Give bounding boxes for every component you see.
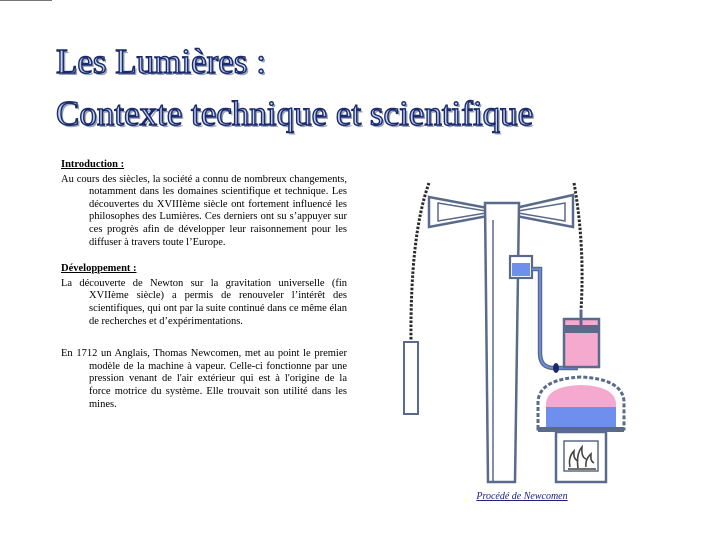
steam-cylinder [564,310,599,367]
valve-icon [553,363,559,373]
right-chain [574,183,582,310]
introduction-paragraph: Au cours des siècles, la société a connu de nombreux changements, notamment dans les domaines scientifique et technique. Les découvertes du XVIIIème siècle ont fortement influencé les philosophes des Lumières. Ces derniers ont su s’appuyer sur ces progrès afin de développer leur raisonnement pour les diffuser à travers toute l’Europe. [61,173,347,248]
slide-body-text [61,159,347,421]
furnace [556,432,606,482]
pivot-tower [485,203,519,482]
figure-caption: Procédé de Newcomen [476,491,568,502]
developpement-paragraph-newton: La découverte de Newton sur la gravitation universelle (fin XVIIème siècle) a permis de renouveler l’intérêt des scientifiques, qui ont par la suite continué dans ce même élan de recherches et d’expérimentations. [61,277,347,327]
boiler [538,377,624,432]
water-tank [510,256,532,278]
left-chain [411,183,429,343]
section-heading-developpement: Développement : [61,263,137,275]
slide-title-line-2: Contexte technique et scientifique [56,94,534,133]
section-heading-introduction: Introduction : [61,159,125,170]
corner-line [0,0,52,1]
developpement-paragraph-newcomen: En 1712 un Anglais, Thomas Newcomen, met au point le premier modèle de la machine à vapeur. Celle-ci fonctionne par une pression venant de l'air extérieur qui est à l'origine de la force motrice du système. Elle trouvait son utilité dans les mines. [61,348,347,410]
newcomen-engine-diagram [398,165,646,487]
counterweight [404,342,418,414]
slide-title-line-1: Les Lumières : [56,42,266,81]
